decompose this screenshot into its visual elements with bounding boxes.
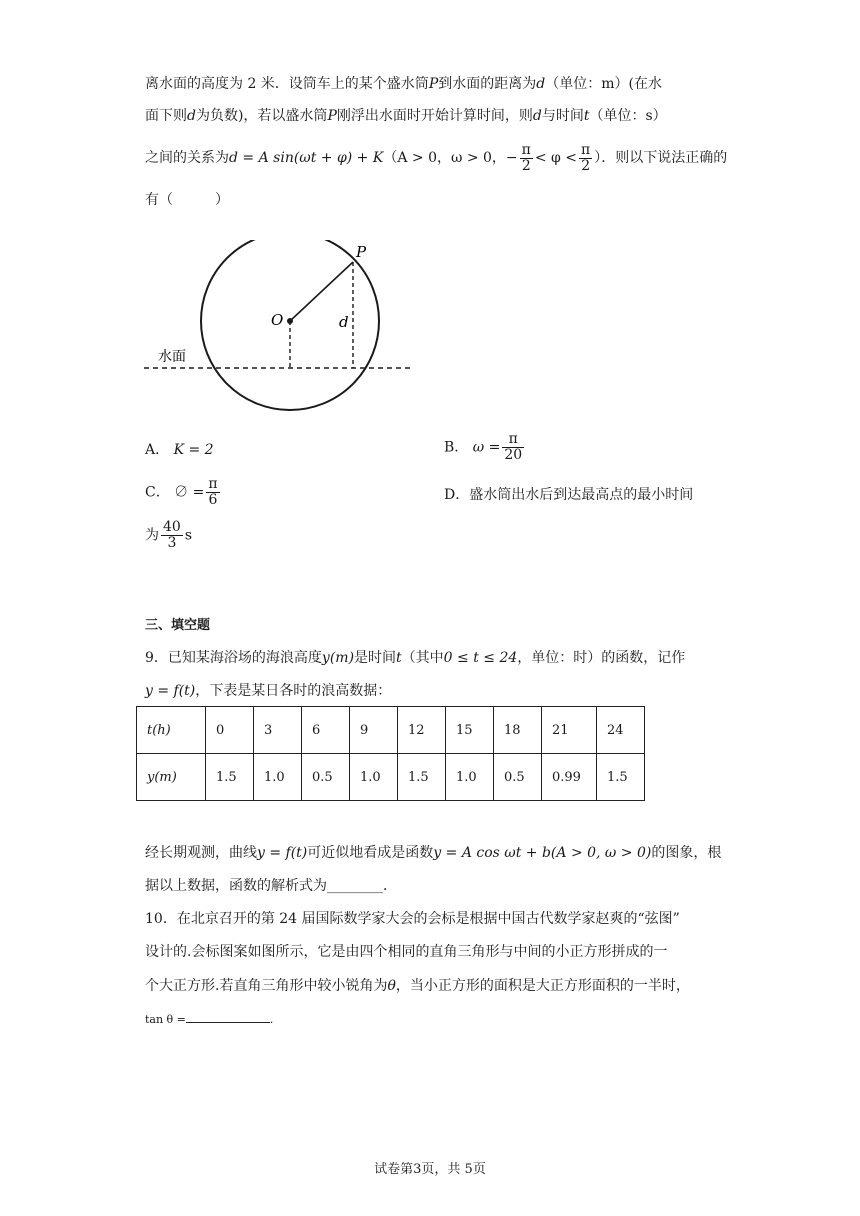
table-cell: y(m)	[137, 754, 206, 801]
option-b[interactable]: B． ω = $\frac{\pi}{20}$	[444, 431, 523, 463]
p8-line3: 之间的关系为d = A sin(ωt + φ) + K（A > 0，ω > 0，− $\frac{\pi}{2}$ < φ < $\frac{\pi}{2}$ ）．则以下说法正确的	[145, 141, 728, 174]
center-point	[287, 318, 293, 324]
option-d[interactable]: D．盛水筒出水后到达最高点的最小时间	[444, 487, 694, 503]
p8-line4: 有（ ）	[145, 192, 229, 208]
p8-line2: 面下则d为负数)，若以盛水筒P刚浮出水面时开始计算时间，则d与时间t（单位：s）	[145, 108, 667, 124]
p9-line1: 9．已知某海浴场的海浪高度y(m)是时间t（其中0 ≤ t ≤ 24，单位：时）的函数，记作	[145, 650, 686, 666]
wave-height-table	[136, 706, 645, 801]
p10-line1: 10．在北京召开的第 24 届国际数学家大会的会标是根据中国古代数学家赵爽的“弦图”	[145, 911, 680, 927]
page-footer: 试卷第3页，共 5页	[374, 1162, 486, 1177]
label-p: P	[356, 243, 367, 261]
table-row	[137, 754, 645, 801]
table-cell: 0.5	[494, 754, 542, 801]
p10-line4: tan θ = .	[145, 1010, 273, 1030]
table-cell: 1.5	[398, 754, 446, 801]
table-cell: 9	[350, 707, 398, 754]
p10-line2: 设计的.会标图案如图所示，它是由四个相同的直角三角形与中间的小正方形拼成的一	[145, 944, 668, 960]
table-cell: 12	[398, 707, 446, 754]
p9-after1: 经长期观测，曲线y = f(t)可近似地看成是函数y = A cos ωt + b(A > 0, ω > 0)的图象，根	[145, 845, 722, 861]
table-cell: 1.0	[350, 754, 398, 801]
table-cell: 1.5	[206, 754, 254, 801]
table-cell: t(h)	[137, 707, 206, 754]
table-cell: 3	[254, 707, 302, 754]
label-o: O	[271, 311, 284, 329]
option-a[interactable]: A． K = 2	[145, 442, 214, 458]
p10-line3: 个大正方形.若直角三角形中较小锐角为θ，当小正方形的面积是大正方形面积的一半时，	[145, 978, 690, 994]
option-d-cont: 为 $\frac{40}{3}$ s	[145, 519, 193, 551]
answer-blank[interactable]	[186, 1010, 270, 1023]
p8-line1: 离水面的高度为 2 米．设筒车上的某个盛水筒P到水面的距离为d（单位：m）(在水	[145, 76, 662, 92]
table-cell: 15	[446, 707, 494, 754]
p9-line2: y = f(t)，下表是某日各时的浪高数据：	[145, 683, 392, 699]
table-cell: 1.0	[254, 754, 302, 801]
table-cell: 0.99	[542, 754, 597, 801]
label-water: 水面	[158, 349, 186, 365]
table-cell: 0.5	[302, 754, 350, 801]
table-cell: 18	[494, 707, 542, 754]
table-cell: 21	[542, 707, 597, 754]
water-wheel-figure	[140, 240, 420, 418]
table-cell: 6	[302, 707, 350, 754]
section-title: 三、填空题	[145, 618, 211, 633]
label-d: d	[339, 313, 349, 331]
table-cell: 1.0	[446, 754, 494, 801]
option-c[interactable]: C． ∅ = $\frac{\pi}{6}$	[145, 476, 218, 508]
p9-after2: 据以上数据，函数的解析式为________．	[145, 878, 397, 894]
table-cell: 24	[597, 707, 645, 754]
table-cell: 1.5	[597, 754, 645, 801]
table-cell: 0	[206, 707, 254, 754]
table-row	[137, 707, 645, 754]
